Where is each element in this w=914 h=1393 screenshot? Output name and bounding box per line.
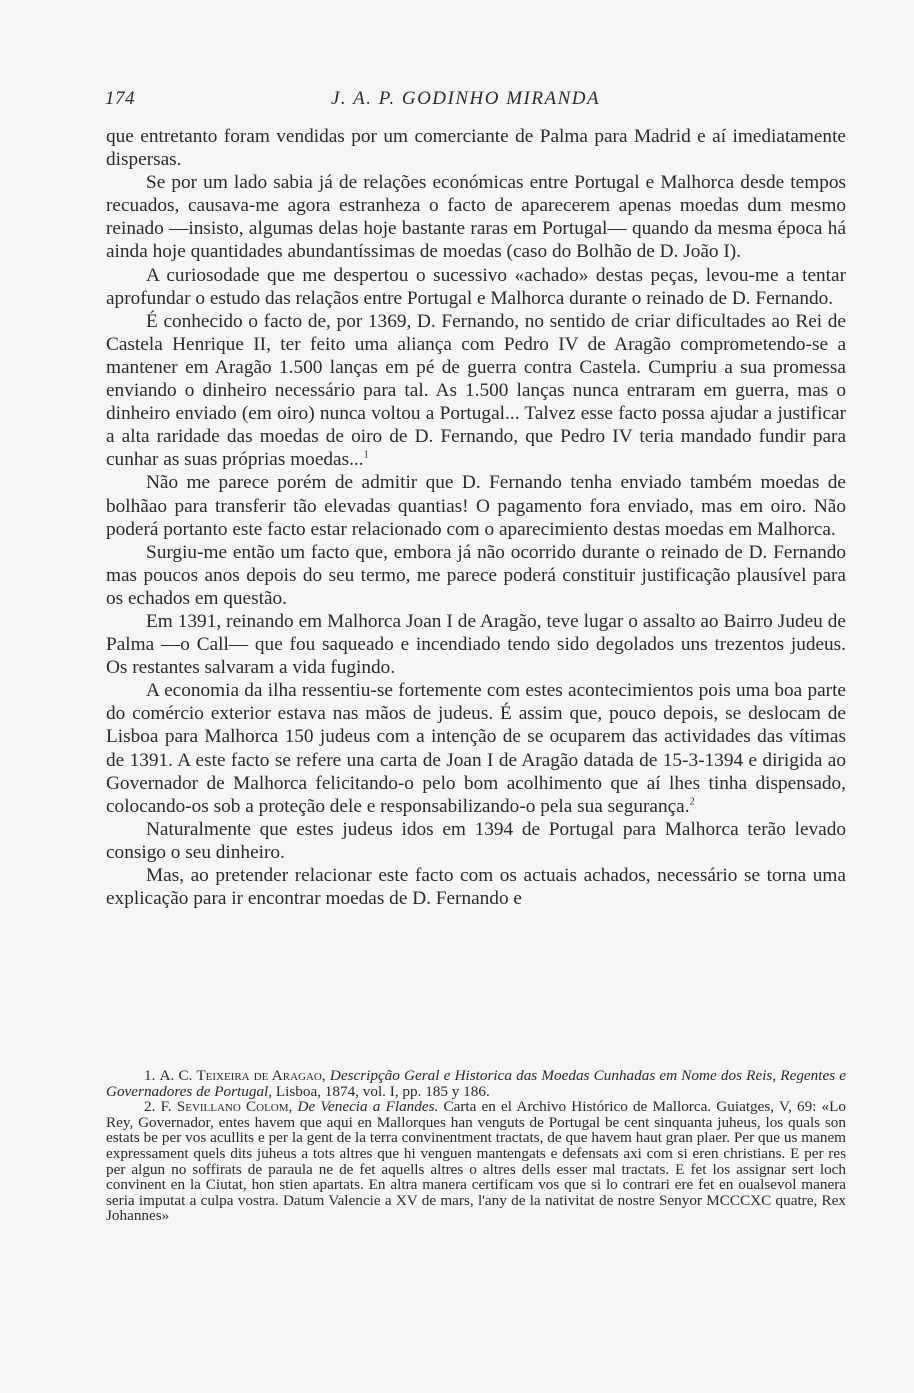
- footnote-2-number: 2.: [144, 1098, 156, 1116]
- footnote-1: [106, 1068, 846, 1099]
- page-number: 174: [105, 88, 135, 109]
- paragraph-6-text: Surgiu-me então um facto que, embora já não ocorrido durante o reinado de D. Fernando mas poucos anos depois do seu termo, me parece poderá constituir justificação plausível para os echados em questão.: [106, 541, 846, 609]
- paragraph-10-text: Mas, ao pretender relacionar este facto com os actuais achados, necessário se torna uma explicação para ir encontrar moedas de D. Fernando e: [106, 865, 846, 910]
- footnote-ref-2[interactable]: 2: [689, 796, 695, 808]
- main-text: [106, 125, 846, 910]
- footnote-1-rest: Lisboa, 1874, vol. I, pp. 185 y 186.: [275, 1082, 490, 1100]
- paragraph-9-text: Naturalmente que estes judeus idos em 1394 de Portugal para Malhorca terão levado consigo o seu dinheiro.: [106, 818, 846, 863]
- paragraph-3-text: A curiosodade que me despertou o sucessivo «achado» destas peças, levou-me a tentar aprofundar o estudo das relaçãos entre Portugal e Malhorca durante o reinado de D. Fernando.: [106, 264, 846, 309]
- paragraph-7-text: Em 1391, reinando em Malhorca Joan I de Aragão, teve lugar o assalto ao Bairro Judeu de Palma —o Call— que fou saqueado e incendiado tendo sido degolados uns trezentos judeus. Os restantes salvaram a vida fugindo.: [106, 610, 846, 679]
- paragraph-2-text: Se por um lado sabia já de relações económicas entre Portugal e Malhorca desde tempos recuados, causava-me agora estranheza o facto de aparecerem apenas moedas dum mesmo reinado —insisto, algumas delas hoje bastante raras em Portugal— quando da mesma época há ainda hoje quantidades abundantíssimas de moedas (caso do Bolhão de D. João I).: [106, 172, 846, 263]
- paragraph-8: [106, 679, 846, 818]
- footnote-2-author: F. Sevillano Colom,: [160, 1098, 293, 1116]
- footnote-2: [106, 1099, 846, 1224]
- paragraph-1-text: que entretanto foram vendidas por um comerciante de Palma para Madrid e aí imediatamente dispersas.: [106, 126, 846, 171]
- paragraph-10: [106, 864, 846, 910]
- paragraph-8-text: A economia da ilha ressentiu-se fortemente com estes acontecimientos pois uma boa parte do comércio exterior estava nas mãos de judeus. É assim que, pouco depois, se deslocam de Lisboa para Malhorca 150 judeus com a intenção de se ocuparem das actividades das vítimas de 1391. A este facto se refere una carta de Joan I de Aragão datada de 15-3-1394 e dirigida ao Governador de Malhorca felicitando-o pelo bom acolhimento que aí lhes tinha dispensado, colocando-os sob a proteção dele e responsabilizando-o pela sua segurança.: [106, 680, 846, 817]
- footnote-1-title: Descripção Geral e Historica das Moedas Cunhadas em Nome dos Reis, Regentes e Governadores de Portugal,: [106, 1067, 847, 1100]
- paragraph-2: [106, 171, 846, 263]
- paragraph-4-text: É conhecido o facto de, por 1369, D. Fernando, no sentido de criar dificultades ao Rei de Castela Henrique II, ter feito uma aliança com Pedro IV de Aragão comprometendo-se a mantener em Aragão 1.500 lanças em pé de guerra contra Castela. Cumpriu a sua promessa enviando o dinheiro necessário para tal. As 1.500 lanças nunca entraram em guerra, mas o dinheiro enviado (em oiro) nunca voltou a Portugal... Talvez esse facto possa ajudar a justificar a alta raridade das moedas de oiro de D. Fernando, que Pedro IV teria mandado fundir para cunhar as suas próprias moedas...: [106, 310, 846, 471]
- paragraph-1: [106, 125, 846, 171]
- footnote-2-rest: Carta en el Archivo Histórico de Mallorca. Guiatges, V, 69: «Lo Rey, Governador, entes havem que aqui en Mallorques han venguts de Portugal be cent sinquanta juheus, los quals son estats be per vos acullits e per la gent de la terra convinentment tractats, de que havem haut gran plaer. Per que us manem expressament quels dits juheus a tots altres que hi venguen mantengats e defensats axi com si eren christians. E per res per algun no soffirats de paraula ne de fet aquells altres o altres dells esser mal tractats. E fet los assignar sert loch convinent en la Ciutat, hon stien apartats. En altra manera certificam vos que si lo contrari ere fet en oualsevol manera seria imputat a culpa vostra. Datum Valencie a XV de mars, l'any de la nativitat de nostre Senyor MCCCXC quatre, Rex Johannes»: [106, 1098, 847, 1225]
- paragraph-9: [106, 818, 846, 864]
- paragraph-5-text: Não me parece porém de admitir que D. Fernando tenha enviado também moedas de bolhãao para transferir tão elevadas quantias! O pagamento fora enviado, mas em oiro. Não poderá portanto este facto estar relacionado com o aparecimiento destas moedas em Malhorca.: [106, 472, 846, 540]
- footnote-1-number: 1.: [144, 1067, 156, 1084]
- paragraph-6: [106, 541, 846, 610]
- paragraph-7: [106, 610, 846, 679]
- footnotes: [106, 1068, 846, 1224]
- footnote-2-title: De Venecia a Flandes.: [297, 1098, 439, 1116]
- paragraph-5: [106, 471, 846, 540]
- paragraph-3: [106, 264, 846, 310]
- running-title: J. A. P. GODINHO MIRANDA: [331, 88, 601, 109]
- running-header: [105, 88, 845, 118]
- footnote-1-author: A. C. Teixeira de Aragao,: [159, 1067, 326, 1084]
- footnote-ref-1[interactable]: 1: [363, 449, 369, 461]
- paragraph-4: [106, 310, 846, 472]
